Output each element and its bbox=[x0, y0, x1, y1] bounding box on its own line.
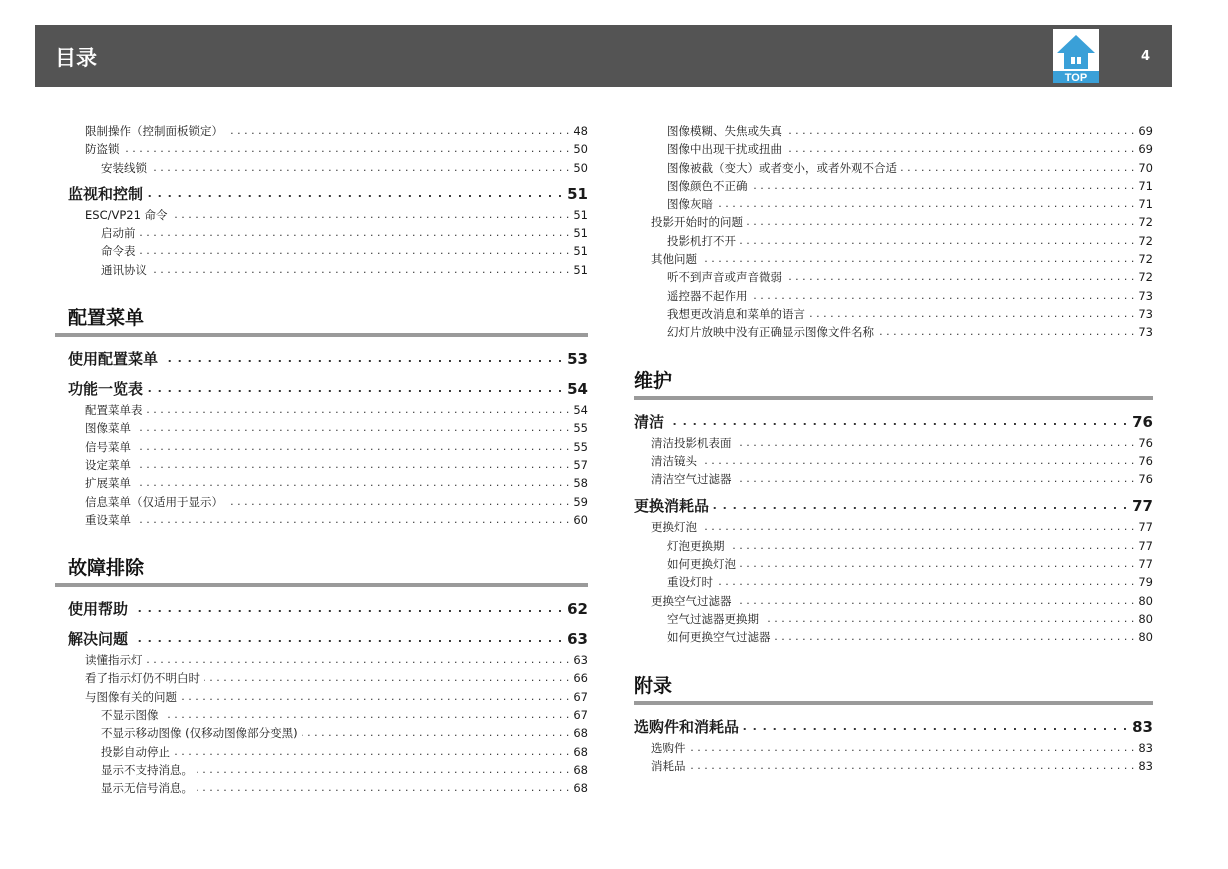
toc-entry[interactable]: 如何更换空气过滤器 . . . 80 bbox=[634, 628, 1153, 646]
toc-entry[interactable]: 灯泡更换期 . . . 77 bbox=[634, 537, 1153, 555]
toc-entry[interactable]: 清洁镜头 . . . 76 bbox=[634, 452, 1153, 470]
toc-entry[interactable]: 配置菜单表 . . . 54 bbox=[68, 401, 588, 419]
toc-entry[interactable]: 投影开始时的问题 . . . 72 bbox=[634, 213, 1153, 231]
toc-entry[interactable]: 图像菜单 . . . 55 bbox=[68, 419, 588, 437]
toc-heading-clean[interactable]: 清洁 . . . 76 bbox=[634, 410, 1153, 434]
toc-right-column bbox=[634, 122, 1153, 775]
toc-entry[interactable]: 清洁空气过滤器 . . . 76 bbox=[634, 470, 1153, 488]
page-header bbox=[35, 25, 1172, 87]
toc-heading-use-config[interactable]: 使用配置菜单 . . . 53 bbox=[68, 347, 588, 371]
toc-entry[interactable]: 遥控器不起作用 . . . 73 bbox=[634, 287, 1153, 305]
toc-entry[interactable]: 不显示移动图像 (仅移动图像部分变黑) . . . 68 bbox=[68, 724, 588, 742]
toc-entry[interactable]: 图像中出现干扰或扭曲 . . . 69 bbox=[634, 140, 1153, 158]
toc-entry[interactable]: 幻灯片放映中没有正确显示图像文件名称 . . . 73 bbox=[634, 323, 1153, 341]
toc-heading-use-help[interactable]: 使用帮助 . . . 62 bbox=[68, 597, 588, 621]
toc-entry[interactable]: 限制操作（控制面板锁定） . . . 48 bbox=[68, 122, 588, 140]
toc-entry[interactable]: 扩展菜单 . . . 58 bbox=[68, 474, 588, 492]
toc-entry[interactable]: 启动前 . . . 51 bbox=[68, 224, 588, 242]
toc-heading-function-list[interactable]: 功能一览表 . . . 54 bbox=[68, 377, 588, 401]
toc-entry[interactable]: 信号菜单 . . . 55 bbox=[68, 438, 588, 456]
toc-entry[interactable]: 防盗锁 . . . 50 bbox=[68, 140, 588, 158]
toc-entry[interactable]: 图像颜色不正确 . . . 71 bbox=[634, 177, 1153, 195]
toc-entry[interactable]: 如何更换灯泡 . . . 77 bbox=[634, 555, 1153, 573]
section-troubleshooting: 故障排除 bbox=[55, 553, 588, 587]
toc-entry[interactable]: 不显示图像 . . . 67 bbox=[68, 706, 588, 724]
toc-entry[interactable]: 命令表 . . . 51 bbox=[68, 242, 588, 260]
toc-entry[interactable]: 重设菜单 . . . 60 bbox=[68, 511, 588, 529]
toc-heading-options[interactable]: 选购件和消耗品 . . . 83 bbox=[634, 715, 1153, 739]
page-number: 4 bbox=[1141, 49, 1151, 64]
toc-entry[interactable]: 投影自动停止 . . . 68 bbox=[68, 743, 588, 761]
toc-entry[interactable]: ESC/VP21 命令 . . . 51 bbox=[68, 206, 588, 224]
top-button[interactable] bbox=[1053, 29, 1099, 83]
toc-entry[interactable]: 安装线锁 . . . 50 bbox=[68, 159, 588, 177]
section-config: 配置菜单 bbox=[55, 303, 588, 337]
toc-entry[interactable]: 更换空气过滤器 . . . 80 bbox=[634, 592, 1153, 610]
top-label: TOP bbox=[1064, 72, 1088, 83]
toc-entry[interactable]: 其他问题 . . . 72 bbox=[634, 250, 1153, 268]
toc-entry[interactable]: 消耗品 . . . 83 bbox=[634, 757, 1153, 775]
toc-entry[interactable]: 投影机打不开 . . . 72 bbox=[634, 232, 1153, 250]
toc-entry[interactable]: 重设灯时 . . . 79 bbox=[634, 573, 1153, 591]
toc-entry[interactable]: 图像模糊、失焦或失真 . . . 69 bbox=[634, 122, 1153, 140]
toc-entry[interactable]: 显示无信号消息。 . . . 68 bbox=[68, 779, 588, 797]
toc-heading-replace[interactable]: 更换消耗品 . . . 77 bbox=[634, 494, 1153, 518]
toc-entry[interactable]: 显示不支持消息。 . . . 68 bbox=[68, 761, 588, 779]
toc-entry[interactable]: 设定菜单 . . . 57 bbox=[68, 456, 588, 474]
toc-entry[interactable]: 听不到声音或声音微弱 . . . 72 bbox=[634, 268, 1153, 286]
page-title: 目录 bbox=[55, 46, 97, 70]
toc-entry[interactable]: 图像灰暗 . . . 71 bbox=[634, 195, 1153, 213]
toc-entry[interactable]: 更换灯泡 . . . 77 bbox=[634, 518, 1153, 536]
toc-entry[interactable]: 通讯协议 . . . 51 bbox=[68, 261, 588, 279]
section-appendix: 附录 bbox=[634, 671, 1153, 705]
toc-entry[interactable]: 信息菜单（仅适用于显示） . . . 59 bbox=[68, 493, 588, 511]
toc-heading-monitor[interactable]: 监视和控制 . . . 51 bbox=[68, 182, 588, 206]
toc-entry[interactable]: 我想更改消息和菜单的语言 . . . 73 bbox=[634, 305, 1153, 323]
home-icon bbox=[1053, 29, 1099, 83]
toc-left-column bbox=[68, 122, 588, 798]
toc-heading-solve[interactable]: 解决问题 . . . 63 bbox=[68, 627, 588, 651]
toc-entry[interactable]: 读懂指示灯 . . . 63 bbox=[68, 651, 588, 669]
toc-entry[interactable]: 图像被截（变大）或者变小，或者外观不合适 . . . 70 bbox=[634, 159, 1153, 177]
toc-entry[interactable]: 清洁投影机表面 . . . 76 bbox=[634, 434, 1153, 452]
toc-entry[interactable]: 看了指示灯仍不明白时 . . . 66 bbox=[68, 669, 588, 687]
toc-entry[interactable]: 与图像有关的问题 . . . 67 bbox=[68, 688, 588, 706]
section-maintenance: 维护 bbox=[634, 366, 1153, 400]
toc-entry[interactable]: 空气过滤器更换期 . . . 80 bbox=[634, 610, 1153, 628]
toc-entry[interactable]: 选购件 . . . 83 bbox=[634, 739, 1153, 757]
